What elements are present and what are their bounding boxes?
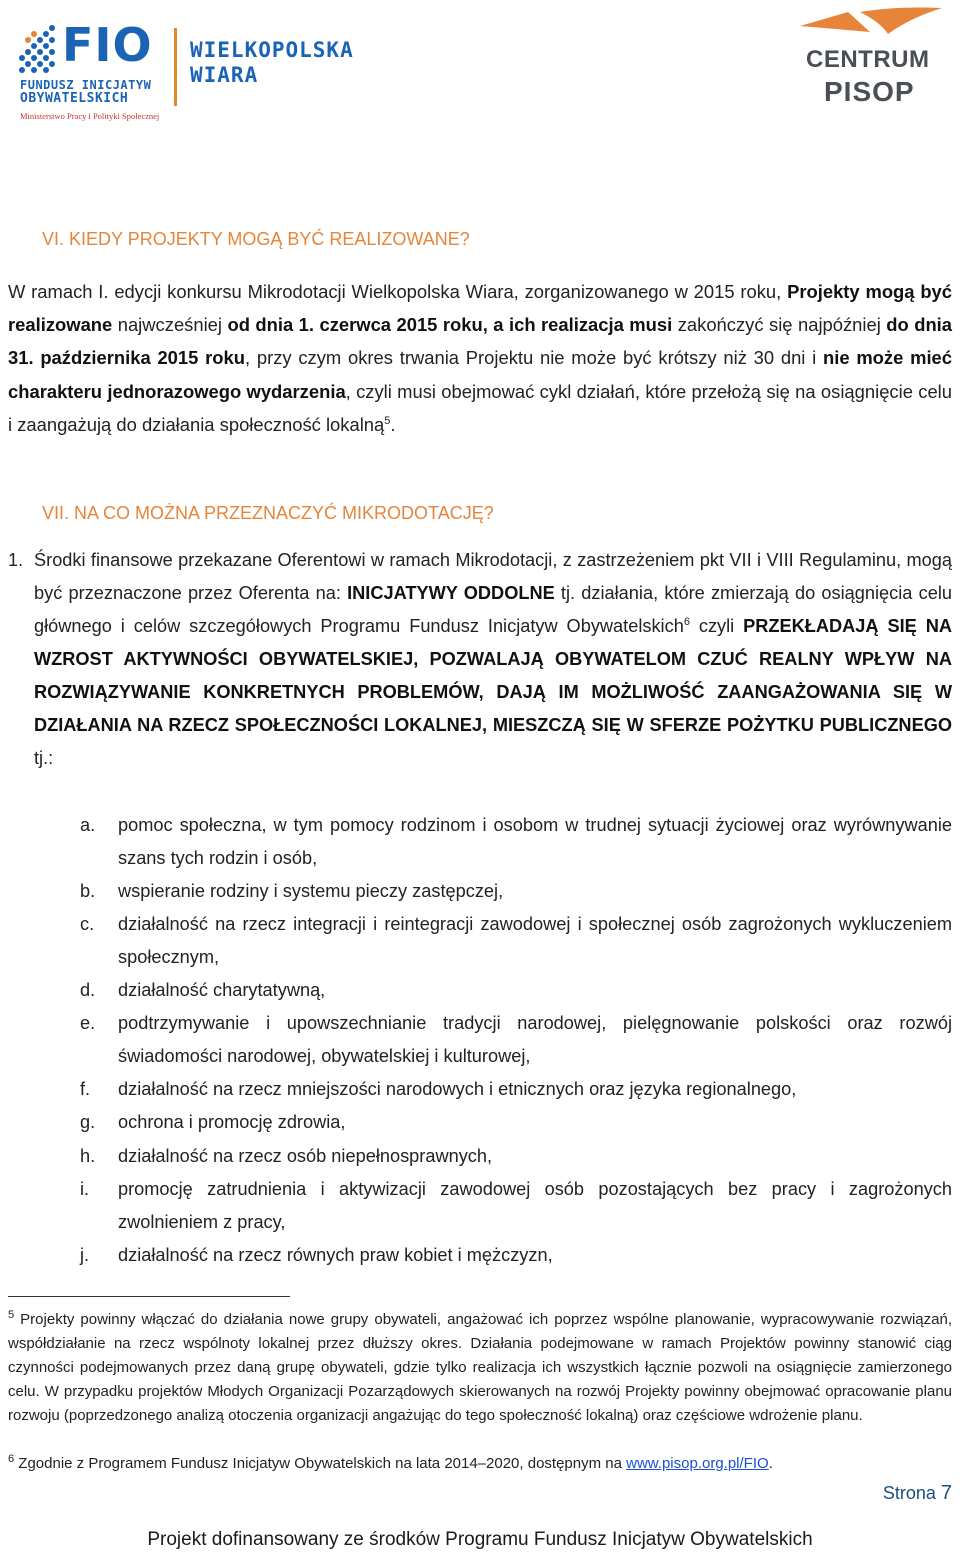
list-item-letter: d. (80, 980, 96, 1000)
page-number-value: 7 (940, 1482, 952, 1504)
centrum-line1: CENTRUM (806, 46, 930, 73)
section-6-paragraph (8, 275, 952, 441)
s6-text-5: , czyli musi obejmować cykl działań, które przełożą się na osiągnięcie celu i zaangażują do działania społeczność lokalną (8, 380, 952, 435)
s6-text-1: W ramach I. edycji konkursu Mikrodotacji Wielkopolska Wiara, zorganizowanego w 2015 roku, (8, 281, 788, 302)
s7-text-2: tj. działania, które zmierzają do osiągnięcia celu głównego i celów szczegółowych Programu Fundusz Inicjatyw Obywatelskich (34, 583, 952, 636)
list-item-letter: j. (80, 1245, 90, 1265)
s6-bold-3: do dnia 31. października 2015 roku (8, 314, 953, 369)
page-label: Strona (882, 1483, 941, 1503)
list-item-text: podtrzymywanie i upowszechnianie tradycji narodowej, pielęgnowanie polskości oraz rozwój świadomości narodowej, obywatelskiej i kulturowej, (118, 1013, 952, 1066)
footnote-6-text: Zgodnie z Programem Fundusz Inicjatyw Obywatelskich na lata 2014–2020, dostępnym na (14, 1455, 627, 1472)
fio-logo-line3: Ministerstwo Pracy i Polityki Społecznej (20, 111, 160, 121)
footnote-6 (8, 1452, 952, 1476)
fio-logo-line1: FUNDUSZ INICJATYW (20, 78, 152, 92)
list-item-text: działalność na rzecz osób niepełnosprawnych, (118, 1146, 493, 1166)
list-item-text: działalność na rzecz równych praw kobiet i mężczyzn, (118, 1245, 553, 1265)
list-item-letter: g. (80, 1112, 96, 1132)
list-item-letter: c. (80, 914, 95, 934)
s6-bold-2: od dnia 1. czerwca 2015 roku, a ich realizacja musi (227, 314, 673, 336)
section-6-heading: VI. KIEDY PROJEKTY MOGĄ BYĆ REALIZOWANE? (42, 229, 470, 249)
list-item-letter: i. (80, 1179, 90, 1199)
fio-logo-word: FIO (62, 18, 153, 72)
centrum-line2: PISOP (824, 76, 915, 107)
footnote-5 (8, 1308, 952, 1428)
s7-text-1: Środki finansowe przekazane Oferentowi w ramach Mikrodotacji, z zastrzeżeniem pkt VII i VIII Regulaminu, mogą być przeznaczone przez Oferenta na: (34, 550, 952, 603)
list-item-text: działalność charytatywną, (118, 980, 326, 1000)
s7-text-4: tj.: (34, 748, 54, 768)
footnote-ref-6: 6 (683, 615, 690, 628)
s7-text-3: czyli (689, 616, 744, 636)
list-item-letter: e. (80, 1013, 96, 1033)
list-item-letter: h. (80, 1146, 96, 1166)
centrum-pisop-logo (800, 4, 950, 107)
pisop-fio-link[interactable]: www.pisop.org.pl/FIO (626, 1455, 769, 1472)
wielkopolska-line2: WIARA (190, 63, 259, 87)
list-item-text: działalność na rzecz mniejszości narodowych i etnicznych oraz języka regionalnego, (118, 1079, 797, 1099)
logo-divider (174, 28, 177, 106)
list-item-text: promocję zatrudnienia i aktywizacji zawodowej osób pozostających bez pracy i zagrożonych zwolnieniem z pracy, (118, 1179, 952, 1232)
s7-bold-2: PRZEKŁADAJĄ SIĘ NA WZROST AKTYWNOŚCI OBYWATELSKIEJ, POZWALAJĄ OBYWATELOM CZUĆ REALNY WPŁYW NA ROZWIĄZYWANIE KONKRETNYCH PROBLEMÓW, DAJĄ IM MOŻLIWOŚĆ ZAANGAŻOWANIA SIĘ W DZIAŁANIA NA RZECZ SPOŁECZNOŚCI LOKALNEJ, MIESZCZĄ SIĘ W SFERZE POŻYTKU PUBLICZNEGO (34, 616, 952, 735)
fio-dots-icon (18, 24, 58, 76)
list-item-letter: f. (80, 1079, 91, 1099)
s6-text-6: . (390, 413, 396, 435)
list-item-text: ochrona i promocję zdrowia, (118, 1112, 346, 1132)
footnote-5-number: 5 (8, 1309, 15, 1321)
footnote-ref-5: 5 (384, 414, 391, 427)
fio-logo (18, 18, 168, 121)
list-item-text: pomoc społeczna, w tym pomocy rodzinom i osobom w trudnej sytuacji życiowej oraz wyrównywanie szans tych rodzin i osób, (118, 815, 952, 868)
section-7-item-1 (8, 544, 952, 775)
fio-logo-line2: OBYWATELSKICH (20, 91, 129, 106)
wielkopolska-wiara-logo (190, 38, 354, 88)
list-item-letter: a. (80, 815, 96, 835)
s6-text-2: najwcześniej (112, 314, 228, 336)
footnote-6-end: . (768, 1455, 773, 1472)
s6-text-4: , przy czym okres trwania Projektu nie może być krótszy niż 30 dni i (244, 347, 823, 369)
page-number (883, 1482, 952, 1505)
s7-bold-1: INICJATYWY ODDOLNE (347, 583, 555, 603)
page-footer: Projekt dofinansowany ze środków Programu Fundusz Inicjatyw Obywatelskich (147, 1529, 813, 1550)
s6-text-3: zakończyć się najpóźniej (672, 314, 887, 336)
list-item-letter: b. (80, 881, 96, 901)
footnote-5-text: Projekty powinny włączać do działania nowe grupy obywateli, angażować ich poprzez wspólne planowanie, wypracowywanie rozwiązań, współdziałanie na rzecz wspólnoty lokalnej przez dłuższy okres. Działania podejmowane w ramach Projektów powinny stanowić ciąg czynności podejmowanych przez daną grupę obywateli, gdzie tylko realizacja ich wszystkich łącznie pozwoli na osiągnięcie zamierzonego celu. W przypadku projektów Młodych Organizacji Pozarządowych skierowanych na rozwój Projekty powinny obejmować opracowanie planu rozwoju (poprzedzonego analizą otoczenia organizacji angażując do tego społeczność lokalną) oraz częściowe wdrożenie planu. (8, 1311, 952, 1424)
footnote-separator (8, 1296, 290, 1297)
list-item-text: działalność na rzecz integracji i reintegracji zawodowej i społecznej osób zagrożonych wykluczeniem społecznym, (118, 914, 952, 967)
list-item-text: wspieranie rodziny i systemu pieczy zastępczej, (118, 881, 504, 901)
s6-bold-4: nie może mieć charakteru jednorazowego wydarzenia (8, 347, 953, 402)
s6-bold-1: Projekty mogą być realizowane (8, 281, 953, 336)
footnote-6-number: 6 (8, 1453, 15, 1465)
item-number: 1. (8, 550, 24, 570)
centrum-swoosh-icon (800, 4, 950, 48)
wielkopolska-line1: WIELKOPOLSKA (190, 38, 354, 62)
section-7-heading: VII. NA CO MOŻNA PRZEZNACZYĆ MIKRODOTACJĘ? (42, 503, 494, 523)
